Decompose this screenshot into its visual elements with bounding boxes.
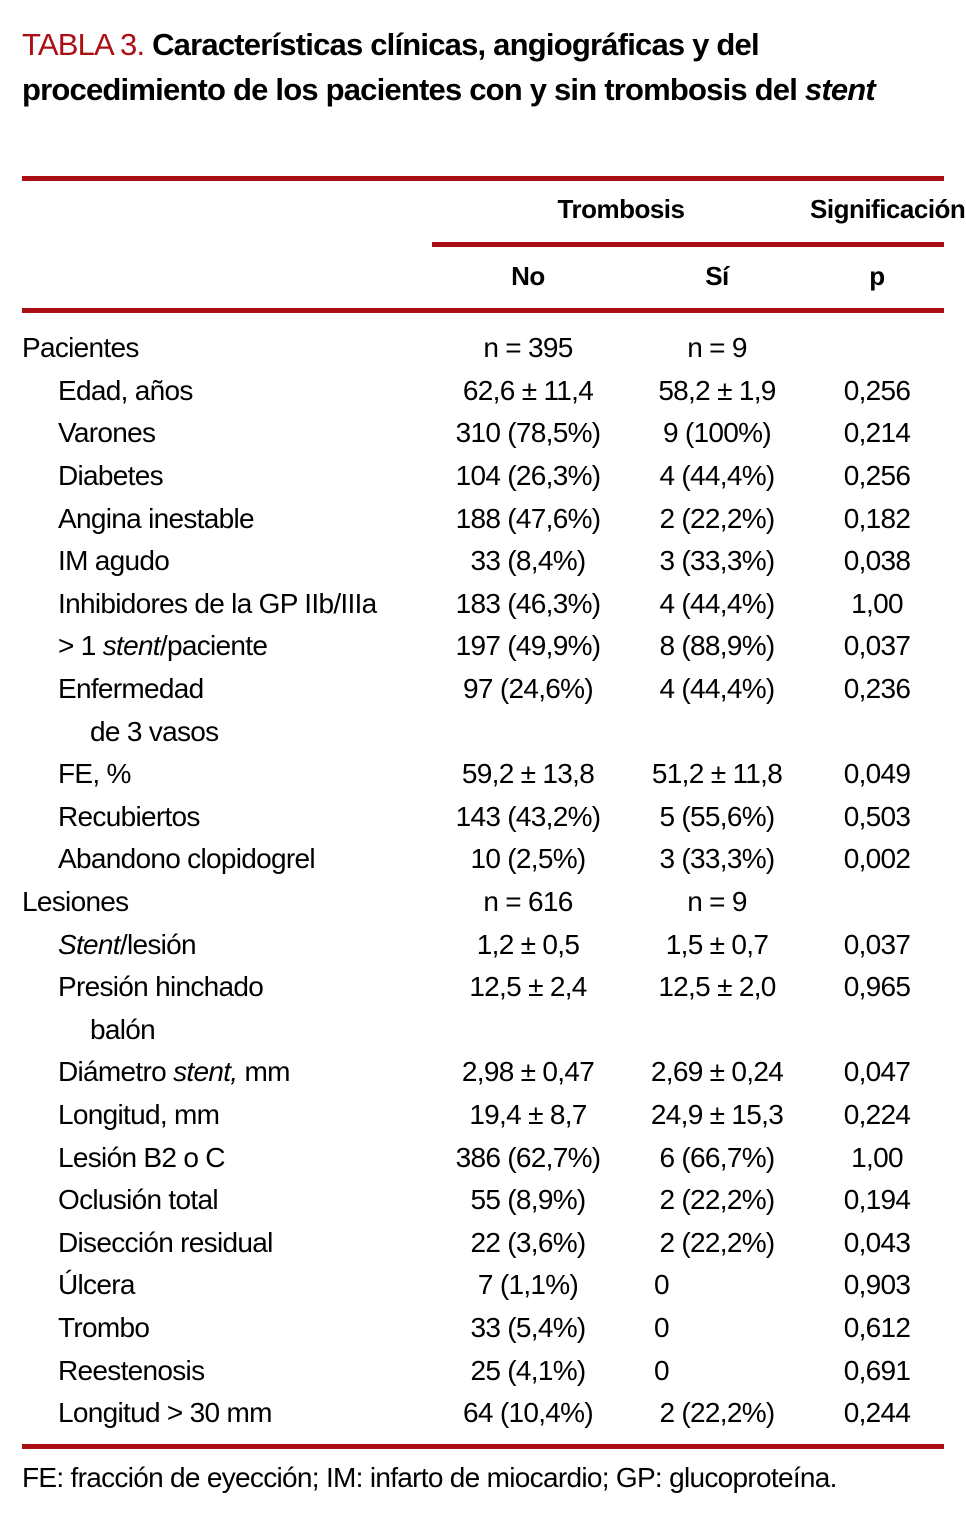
table-row <box>22 710 944 753</box>
row-label: Abandono clopidogrel <box>58 843 315 875</box>
table-row <box>22 966 944 1009</box>
cell-si: 24,9 ± 15,3 <box>650 1098 784 1130</box>
row-section-label: Pacientes <box>22 332 139 364</box>
row-label: Varones <box>58 417 156 449</box>
row-label: Longitud, mm <box>58 1098 220 1130</box>
table-row <box>22 1392 944 1435</box>
cell-si: 0 <box>654 1269 669 1301</box>
cell-si: 3 (33,3%) <box>659 843 775 875</box>
cell-p: 0,256 <box>843 460 911 492</box>
cell-no: 143 (43,2%) <box>455 800 601 832</box>
table-row <box>22 540 944 583</box>
footnote: FE: fracción de eyección; IM: infarto de miocardio; GP: glucoproteína. <box>22 1462 837 1493</box>
table-row <box>22 1221 944 1264</box>
table-row <box>22 370 944 413</box>
table-row <box>22 327 944 370</box>
cell-no: 19,4 ± 8,7 <box>469 1098 587 1130</box>
column-header-no: No <box>511 261 545 291</box>
table-row <box>22 1179 944 1222</box>
row-label: Diabetes <box>58 460 163 492</box>
divider-header <box>22 308 944 313</box>
column-header-significacion: Significación <box>810 194 966 224</box>
cell-p: 0,612 <box>843 1311 911 1343</box>
column-header-p: p <box>869 261 885 291</box>
table-row <box>22 923 944 966</box>
table-number: TABLA 3. <box>22 27 145 62</box>
cell-p: 0,256 <box>843 374 911 406</box>
cell-no: 104 (26,3%) <box>455 460 601 492</box>
cell-p: 0,903 <box>843 1269 911 1301</box>
cell-p: 0,194 <box>843 1184 911 1216</box>
cell-si: 8 (88,9%) <box>659 630 775 662</box>
cell-si: 2 (22,2%) <box>659 1226 775 1258</box>
table-row <box>22 1051 944 1094</box>
cell-p: 0,043 <box>843 1226 911 1258</box>
cell-no: 1,2 ± 0,5 <box>476 928 580 960</box>
row-label: Edad, años <box>58 374 193 406</box>
table-row <box>22 1264 944 1307</box>
cell-p: 1,00 <box>851 1141 903 1173</box>
cell-p: 0,244 <box>843 1397 911 1429</box>
cell-no: 10 (2,5%) <box>470 843 586 875</box>
row-label: Recubiertos <box>58 800 200 832</box>
cell-no: 310 (78,5%) <box>455 417 601 449</box>
cell-p: 0,965 <box>843 971 911 1003</box>
cell-no: 33 (8,4%) <box>470 545 586 577</box>
cell-no: 64 (10,4%) <box>463 1397 593 1429</box>
cell-si: 4 (44,4%) <box>659 460 775 492</box>
table-body <box>22 327 944 1434</box>
row-label: de 3 vasos <box>90 715 219 747</box>
cell-si: n = 9 <box>687 886 747 918</box>
cell-si: 4 (44,4%) <box>659 587 775 619</box>
cell-si: 4 (44,4%) <box>659 673 775 705</box>
cell-si: 2 (22,2%) <box>659 502 775 534</box>
row-label: FE, % <box>58 758 131 790</box>
cell-si: 2,69 ± 0,24 <box>650 1056 784 1088</box>
table-row <box>22 838 944 881</box>
row-label: Lesión B2 o C <box>58 1141 225 1173</box>
cell-p: 1,00 <box>851 587 903 619</box>
table-row <box>22 1307 944 1350</box>
column-header-row <box>22 261 944 292</box>
table-row <box>22 668 944 711</box>
cell-no: n = 395 <box>483 332 573 364</box>
cell-p: 0,038 <box>843 545 911 577</box>
row-label: Longitud > 30 mm <box>58 1397 272 1429</box>
table-row <box>22 583 944 626</box>
row-label: Oclusión total <box>58 1184 218 1216</box>
cell-p: 0,224 <box>843 1098 911 1130</box>
cell-p: 0,182 <box>843 502 911 534</box>
cell-si: 12,5 ± 2,0 <box>658 971 776 1003</box>
cell-no: 386 (62,7%) <box>455 1141 601 1173</box>
cell-p: 0,214 <box>843 417 911 449</box>
cell-no: 22 (3,6%) <box>470 1226 586 1258</box>
cell-si: 0 <box>654 1311 669 1343</box>
cell-si: 2 (22,2%) <box>659 1184 775 1216</box>
divider-trombosis-group <box>432 242 944 247</box>
cell-no: 188 (47,6%) <box>455 502 601 534</box>
cell-p: 0,503 <box>843 800 911 832</box>
cell-si: 1,5 ± 0,7 <box>665 928 769 960</box>
cell-no: 62,6 ± 11,4 <box>462 374 594 406</box>
cell-p: 0,047 <box>843 1056 911 1088</box>
cell-si: 5 (55,6%) <box>659 800 775 832</box>
row-section-label: Lesiones <box>22 886 129 918</box>
cell-si: 3 (33,3%) <box>659 545 775 577</box>
column-group-header-trombosis: Trombosis <box>557 194 685 224</box>
table-row <box>22 881 944 924</box>
cell-si: 9 (100%) <box>662 417 771 449</box>
table-row <box>22 497 944 540</box>
row-label: Úlcera <box>58 1269 135 1301</box>
row-label: Stent/lesión <box>58 928 196 960</box>
cell-no: 55 (8,9%) <box>470 1184 586 1216</box>
cell-p: 0,236 <box>843 673 911 705</box>
cell-si: 0 <box>654 1354 669 1386</box>
cell-no: 33 (5,4%) <box>470 1311 586 1343</box>
table-title-text: Características clínicas, angiográficas y del procedimiento de los pacientes con y sin trombosis del <box>22 27 798 107</box>
cell-si: 6 (66,7%) <box>659 1141 775 1173</box>
table-row <box>22 1094 944 1137</box>
row-label: balón <box>90 1013 156 1045</box>
table-row <box>22 455 944 498</box>
row-label: Reestenosis <box>58 1354 205 1386</box>
row-label: Diámetro stent, mm <box>58 1056 290 1088</box>
row-label: Inhibidores de la GP IIb/IIIa <box>58 587 377 619</box>
column-group-header-row <box>22 194 966 225</box>
table-row <box>22 625 944 668</box>
cell-no: n = 616 <box>483 886 573 918</box>
row-label: Enfermedad <box>58 673 204 705</box>
table-row <box>22 1009 944 1052</box>
divider-bottom <box>22 1444 944 1449</box>
cell-no: 2,98 ± 0,47 <box>461 1056 595 1088</box>
cell-no: 7 (1,1%) <box>477 1269 579 1301</box>
divider-top <box>22 176 944 181</box>
table-row <box>22 796 944 839</box>
row-label: IM agudo <box>58 545 170 577</box>
cell-p: 0,037 <box>843 928 911 960</box>
table-row <box>22 753 944 796</box>
cell-no: 12,5 ± 2,4 <box>469 971 587 1003</box>
cell-si: 2 (22,2%) <box>659 1397 775 1429</box>
table-row <box>22 1136 944 1179</box>
cell-no: 183 (46,3%) <box>455 587 601 619</box>
cell-p: 0,691 <box>843 1354 911 1386</box>
table-title <box>22 22 950 112</box>
column-header-si: Sí <box>705 261 729 291</box>
cell-p: 0,002 <box>843 843 911 875</box>
cell-si: n = 9 <box>687 332 747 364</box>
cell-p: 0,037 <box>843 630 911 662</box>
table-row <box>22 412 944 455</box>
cell-si: 51,2 ± 11,8 <box>651 758 783 790</box>
cell-p: 0,049 <box>843 758 911 790</box>
row-label: Trombo <box>58 1311 150 1343</box>
row-label: > 1 stent/paciente <box>58 630 268 662</box>
row-label: Presión hinchado <box>58 971 264 1003</box>
row-label: Angina inestable <box>58 502 254 534</box>
table-row <box>22 1349 944 1392</box>
table-title-italic: stent <box>804 72 875 107</box>
cell-no: 59,2 ± 13,8 <box>461 758 595 790</box>
cell-no: 197 (49,9%) <box>455 630 601 662</box>
cell-no: 97 (24,6%) <box>463 673 593 705</box>
row-label: Disección residual <box>58 1226 273 1258</box>
cell-si: 58,2 ± 1,9 <box>658 374 776 406</box>
cell-no: 25 (4,1%) <box>470 1354 586 1386</box>
